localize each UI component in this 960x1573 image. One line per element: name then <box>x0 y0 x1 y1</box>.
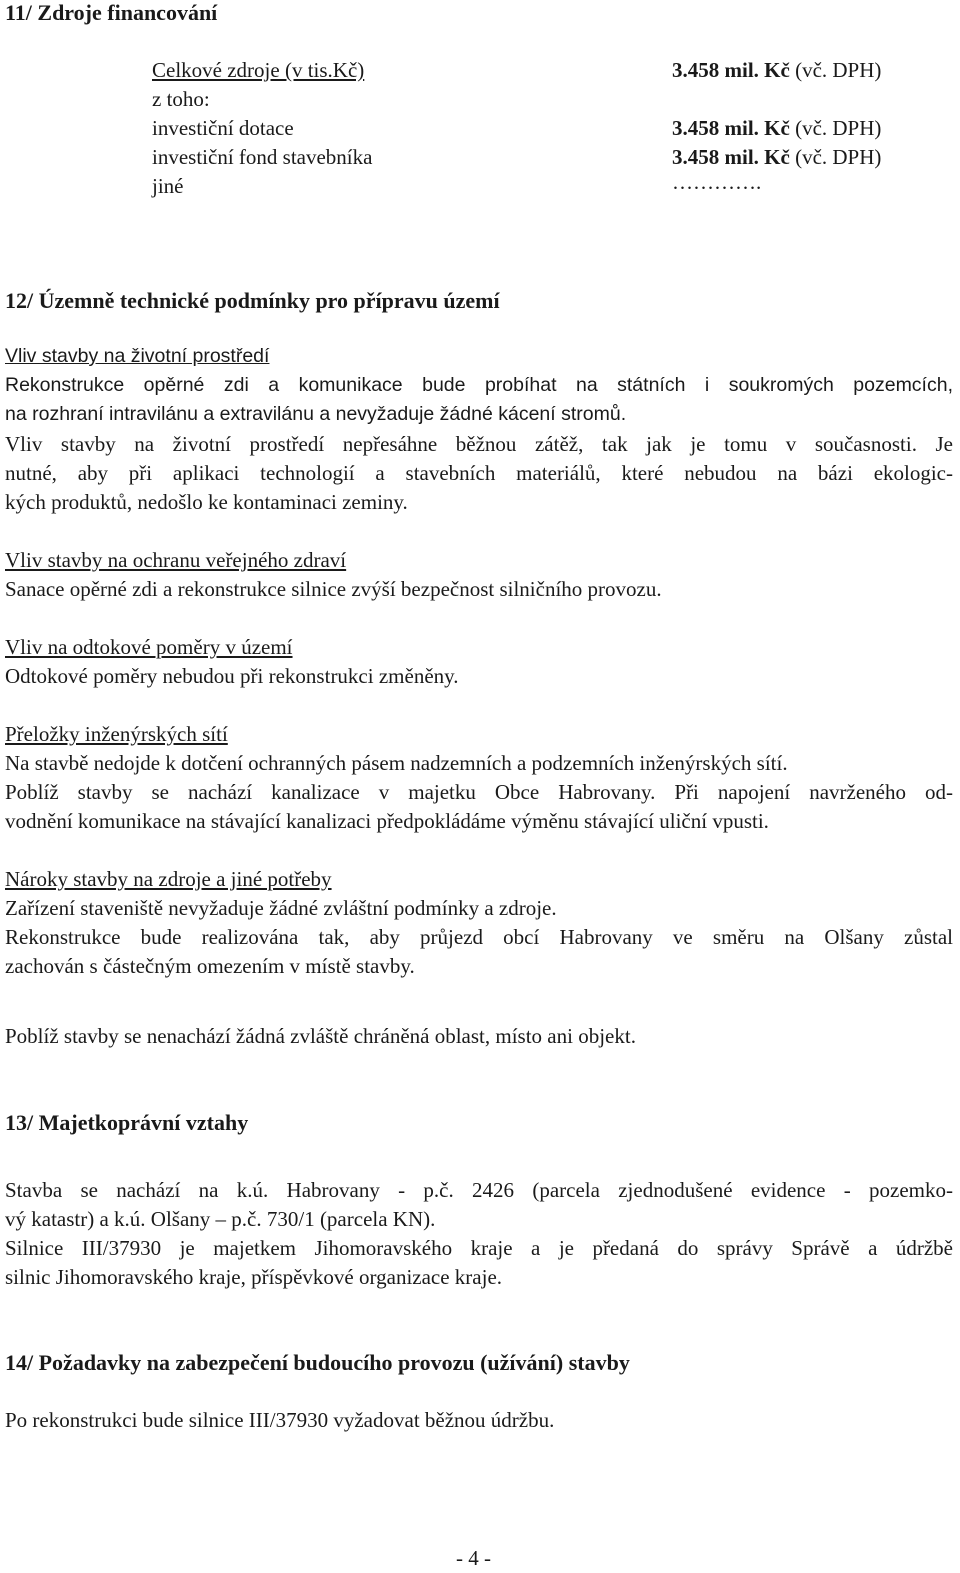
of-which-label: z toho: <box>152 87 210 111</box>
section-12-heading: 12/ Územně technické podmínky pro přípravu území <box>5 288 500 313</box>
utilities-line: vodnění komunikace na stávající kanalizaci předpokládáme výměnu stávající uliční vpusti. <box>5 809 769 833</box>
fund-amount: 3.458 mil. Kč <box>672 145 790 169</box>
protected-area-text: Poblíž stavby se nenachází žádná zvláště chráněná oblast, místo ani objekt. <box>5 1024 636 1048</box>
resources-line: zachován s částečným omezením v místě stavby. <box>5 954 415 978</box>
property-line: Stavba se nachází na k.ú. Habrovany - p.č. 2426 (parcela zjednodušené evidence - pozemko- <box>5 1178 953 1202</box>
env-text2-line: kých produktů, nedošlo ke kontaminaci zeminy. <box>5 490 408 514</box>
section-13-heading: 13/ Majetkoprávní vztahy <box>5 1110 249 1135</box>
resources-title: Nároky stavby na zdroje a jiné potřeby <box>5 867 332 891</box>
other-value: …………. <box>672 170 762 194</box>
total-sources-value <box>672 58 881 83</box>
grant-label: investiční dotace <box>152 116 294 140</box>
total-vat-note: (vč. DPH) <box>789 58 882 82</box>
fund-vat-note: (vč. DPH) <box>789 145 882 169</box>
section-11-heading: 11/ Zdroje financování <box>5 0 218 25</box>
utilities-title: Přeložky inženýrských sítí <box>5 722 228 746</box>
env-text-line: Rekonstrukce opěrné zdi a komunikace bude probíhat na státních i soukromých pozemcích, <box>5 374 953 396</box>
total-amount: 3.458 mil. Kč <box>672 58 790 82</box>
property-line: Silnice III/37930 je majetkem Jihomoravského kraje a je předaná do správy Správě a údržbě <box>5 1236 953 1260</box>
env-impact-title: Vliv stavby na životní prostředí <box>5 345 270 367</box>
maintenance-text: Po rekonstrukci bude silnice III/37930 vyžadovat běžnou údržbu. <box>5 1408 555 1432</box>
env-text2-line: nutné, aby při aplikaci technologií a stavebních materiálů, které nebudou na bázi ekologic- <box>5 461 953 485</box>
total-sources-label: Celkové zdroje (v tis.Kč) <box>152 58 365 82</box>
env-text2-line: Vliv stavby na životní prostředí nepřesáhne běžnou zátěž, tak jak je tomu v současnosti. Je <box>5 432 953 456</box>
other-label: jiné <box>152 174 184 198</box>
health-impact-title: Vliv stavby na ochranu veřejného zdraví <box>5 548 347 572</box>
resources-line: Zařízení staveniště nevyžaduje žádné zvláštní podmínky a zdroje. <box>5 896 557 920</box>
grant-amount: 3.458 mil. Kč <box>672 116 790 140</box>
fund-label: investiční fond stavebníka <box>152 145 373 169</box>
grant-value <box>672 116 881 141</box>
property-line: silnic Jihomoravského kraje, příspěvkové organizace kraje. <box>5 1265 503 1289</box>
utilities-line: Poblíž stavby se nachází kanalizace v majetku Obce Habrovany. Při napojení navrženého od- <box>5 780 953 804</box>
section-14-heading: 14/ Požadavky na zabezpečení budoucího provozu (užívání) stavby <box>5 1350 630 1375</box>
grant-vat-note: (vč. DPH) <box>789 116 882 140</box>
property-line: vý katastr) a k.ú. Olšany – p.č. 730/1 (parcela KN). <box>5 1207 436 1231</box>
utilities-line: Na stavbě nedojde k dotčení ochranných pásem nadzemních a podzemních inženýrských sítí. <box>5 751 788 775</box>
resources-line: Rekonstrukce bude realizována tak, aby průjezd obcí Habrovany ve směru na Olšany zůstal <box>5 925 953 949</box>
drainage-text: Odtokové poměry nebudou při rekonstrukci změněny. <box>5 664 459 688</box>
env-text-line: na rozhraní intravilánu a extravilánu a nevyžaduje žádné kácení stromů. <box>5 403 627 425</box>
health-impact-text: Sanace opěrné zdi a rekonstrukce silnice zvýší bezpečnost silničního provozu. <box>5 577 662 601</box>
page-number: - 4 - <box>456 1546 491 1570</box>
fund-value <box>672 145 881 170</box>
drainage-title: Vliv na odtokové poměry v území <box>5 635 293 659</box>
